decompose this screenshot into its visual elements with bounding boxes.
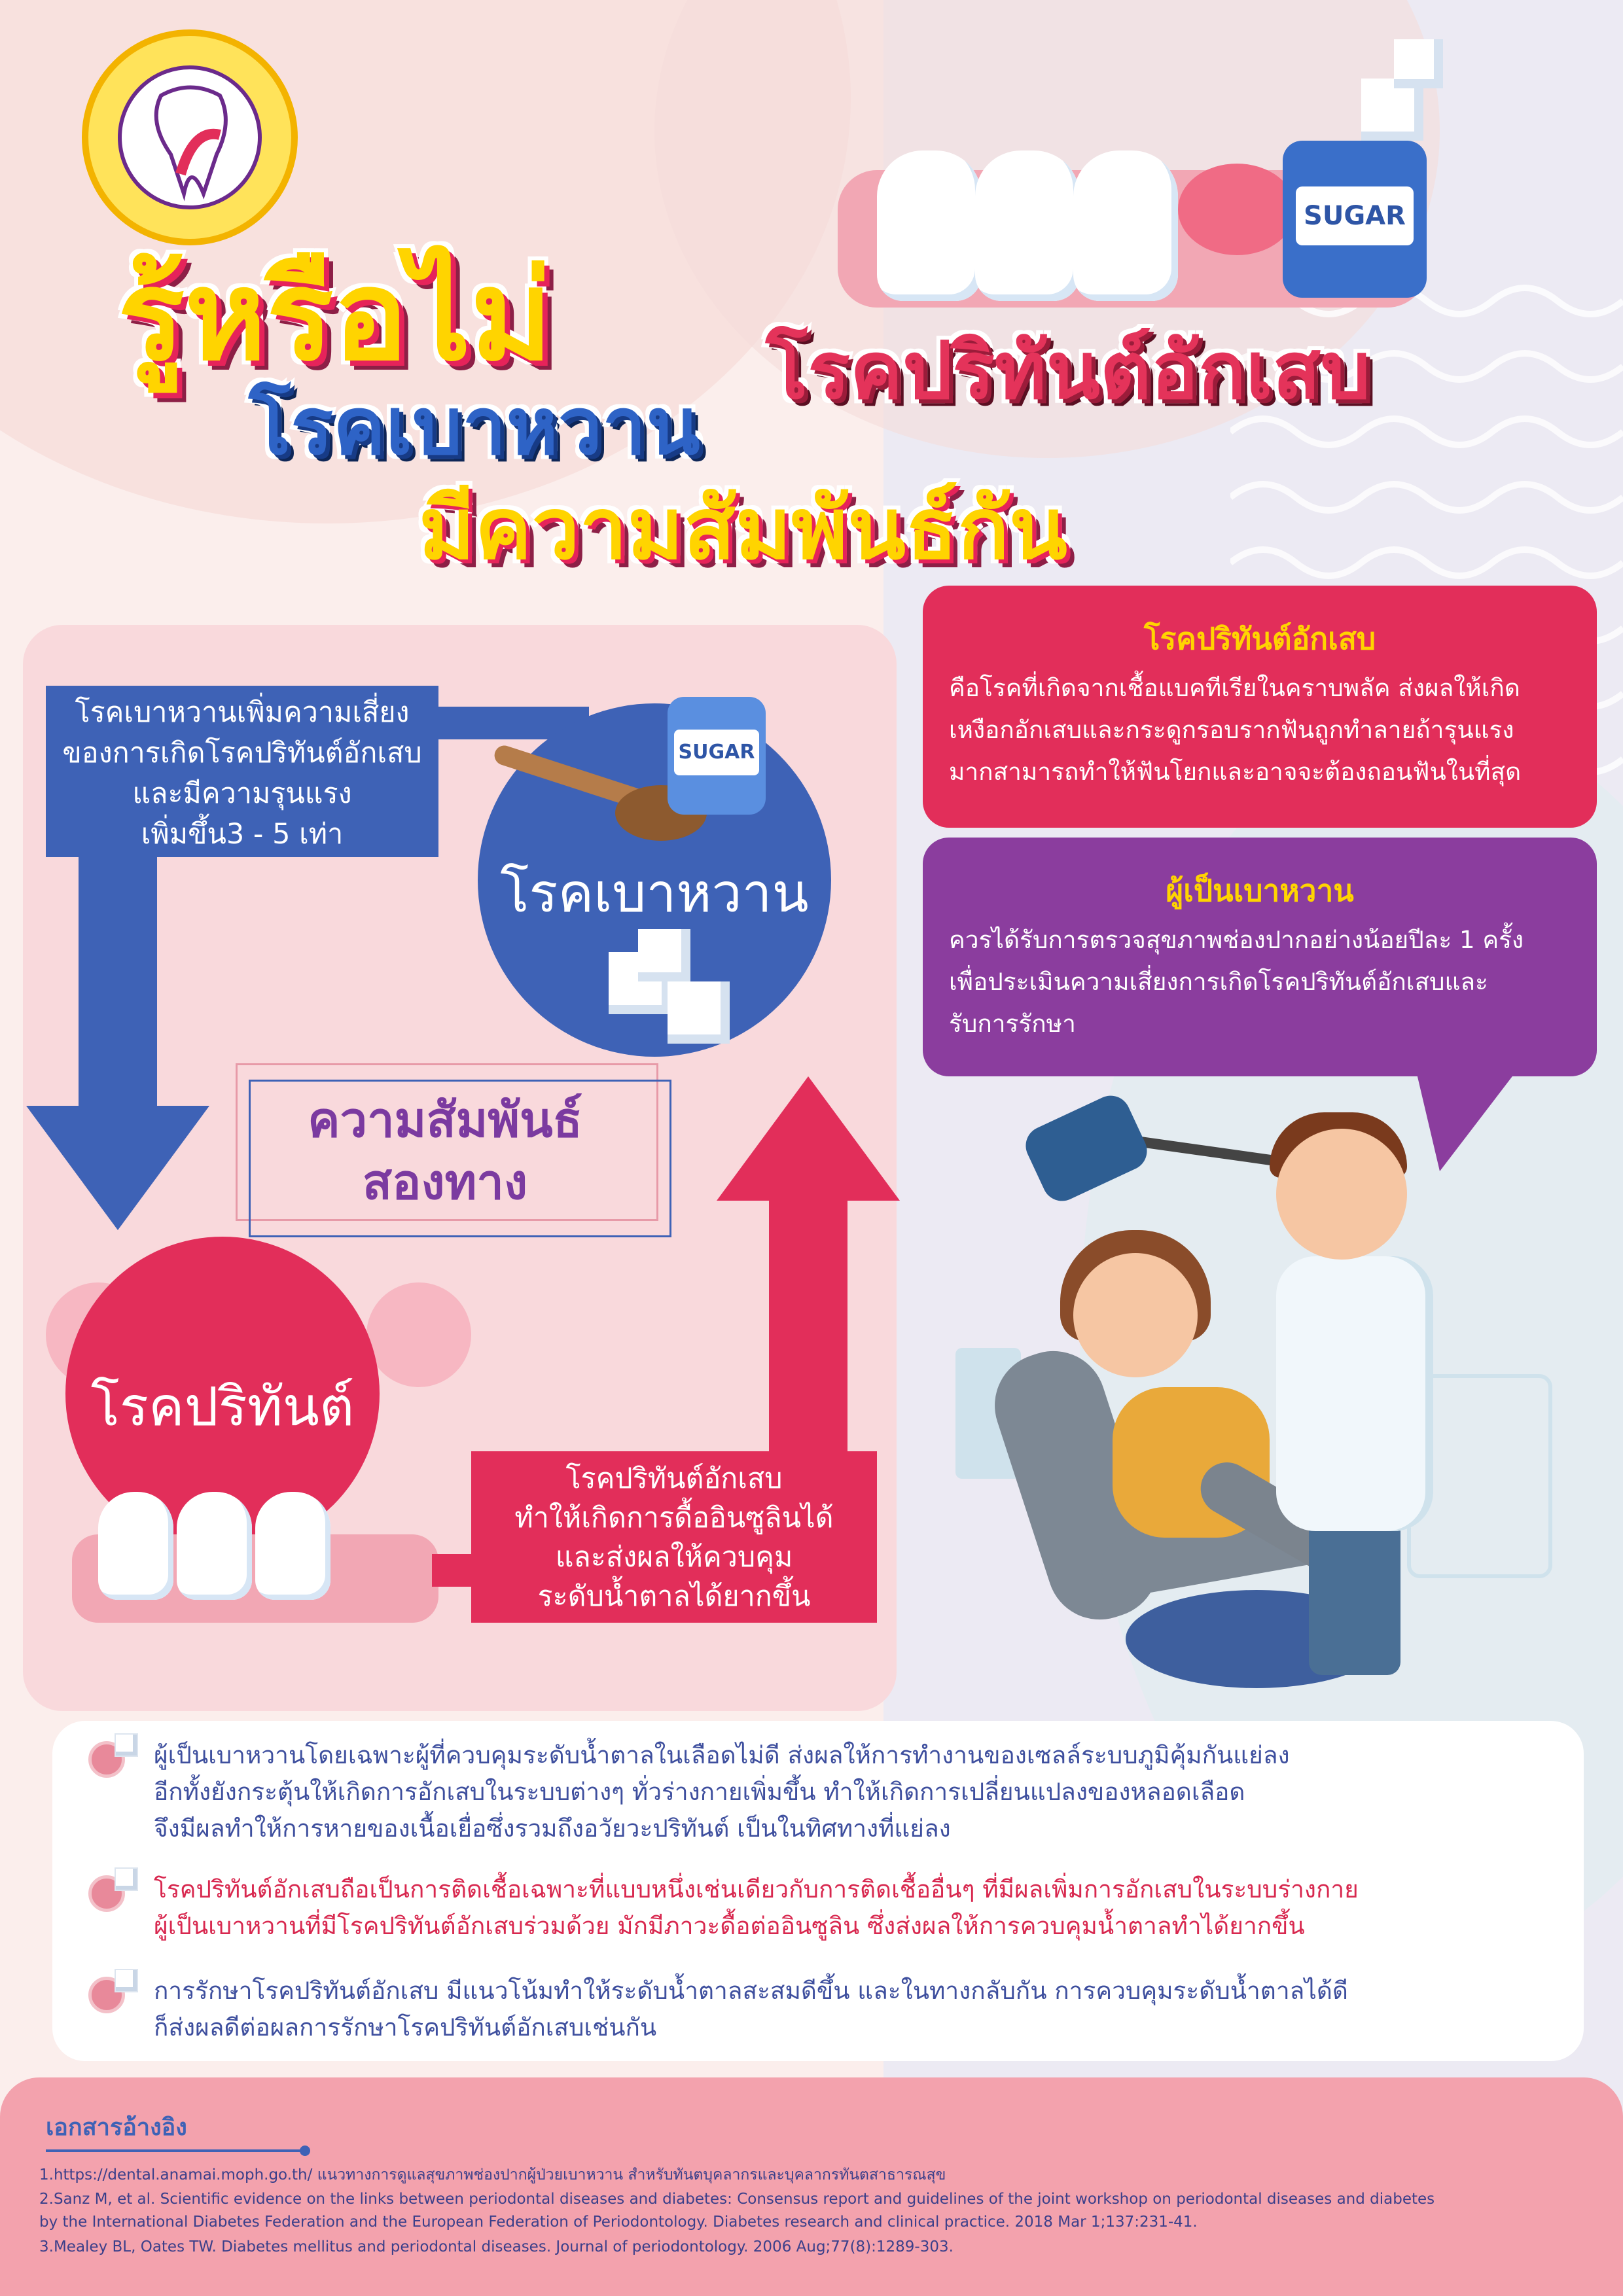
- text-line: ผู้เป็นเบาหวานที่มีโรคปริทันต์อักเสบร่วมด้วย มักมีภาวะดื้อต่ออินซูลิน ซึ่งส่งผลให้การควบคุมน้ำตาลทำได้ยากขึ้น: [154, 1912, 1305, 1940]
- fact-item: [88, 1871, 1541, 1950]
- text-line: โรคปริทันต์อักเสบ: [565, 1462, 783, 1495]
- text-line: ก็ส่งผลดีต่อผลการรักษาโรคปริทันต์อักเสบเช่นกัน: [154, 2013, 657, 2041]
- text-line: และมีความรุนแรง: [132, 777, 352, 810]
- sugar-cube-icon: [115, 1969, 138, 1992]
- dentist-head: [1276, 1129, 1407, 1260]
- tooth-icon: [177, 1492, 252, 1600]
- text-line: เหงือกอักเสบและกระดูกรอบรากฟันถูกทำลายถ้ารุนแรง: [949, 716, 1514, 744]
- tooth-icon: [118, 65, 262, 209]
- sugar-jar-icon: [668, 697, 766, 815]
- periodontitis-card: [923, 586, 1597, 828]
- reference-item: 3.Mealey BL, Oates TW. Diabetes mellitus and periodontal diseases. Journal of periodontology. 2006 Aug;77(8):1289-303.: [39, 2238, 954, 2255]
- inflamed-gum: [1178, 164, 1296, 255]
- text-line: ความสัมพันธ์: [308, 1092, 582, 1148]
- text-line: การรักษาโรคปริทันต์อักเสบ มีแนวโน้มทำให้ระดับน้ำตาลสะสมดีขึ้น และในทางกลับกัน การควบคุมระดับน้ำตาลได้ดี: [154, 1977, 1348, 2005]
- text-line: เพื่อประเมินความเสี่ยงการเกิดโรคปริทันต์อักเสบและ: [949, 968, 1488, 996]
- up-arrow-head: [717, 1076, 900, 1201]
- fact-text: [154, 1737, 1541, 1847]
- card-title: โรคปริทันต์อักเสบ: [1143, 621, 1376, 656]
- tooth-icon: [1073, 150, 1178, 301]
- text-line: โรคปริทันต์อักเสบถือเป็นการติดเชื้อเฉพาะที่แบบหนึ่งเช่นเดียวกับการติดเชื้ออื่นๆ ที่มีผลเพิ่มการอักเสบในระบบร่างกาย: [154, 1875, 1359, 1903]
- sugar-cube-icon: [668, 981, 730, 1044]
- reference-item: 1.https://dental.anamai.moph.go.th/ แนวทางการดูแลสุขภาพช่องปากผู้ป่วยเบาหวาน สำหรับทันตบุคลากรและบุคลากรทันตสาธารณสุข: [39, 2166, 946, 2183]
- tooth-icon: [975, 150, 1080, 301]
- fact-item: [88, 1973, 1541, 2051]
- patient-head: [1073, 1253, 1198, 1377]
- dentist-legs: [1309, 1518, 1400, 1675]
- divider-dot: [300, 2146, 310, 2156]
- fact-item: [88, 1737, 1541, 1848]
- diabetic-card: [923, 838, 1597, 1076]
- association-logo: [82, 29, 298, 245]
- title-diabetes: โรคเบาหวาน: [249, 381, 700, 472]
- references-title: เอกสารอ้างอิง: [46, 2114, 187, 2141]
- speech-bubble-tail: [1414, 1060, 1525, 1171]
- text-line: โรคเบาหวานเพิ่มความเสี่ยง: [75, 696, 410, 729]
- fact-text: [154, 1973, 1541, 2046]
- sugar-label: SUGAR: [674, 730, 759, 775]
- text-line: รับการรักษา: [949, 1010, 1076, 1038]
- reference-item: by the International Diabetes Federation and the European Federation of Periodontology. Diabetes research and clinical practice. 2018 Mar 1;137:231-41.: [39, 2214, 1198, 2231]
- text-line: ผู้เป็นเบาหวานโดยเฉพาะผู้ที่ควบคุมระดับน้ำตาลในเลือดไม่ดี ส่งผลให้การทำงานของเซลล์ระบบภูมิคุ้มกันแย่ลง: [154, 1741, 1290, 1769]
- two-way-relation-label: [236, 1089, 654, 1214]
- title-did-you-know: รู้หรือไม่: [118, 243, 553, 388]
- title-periodontitis: โรคปริทันต์อักเสบ: [766, 326, 1371, 417]
- diabetes-effect-box: [46, 686, 438, 857]
- dentist-coat: [1276, 1256, 1433, 1531]
- divider: [46, 2149, 304, 2152]
- text-line: ควรได้รับการตรวจสุขภาพช่องปากอย่างน้อยปีละ 1 ครั้ง: [949, 926, 1524, 954]
- sugar-cube-icon: [638, 929, 690, 981]
- card-body: [949, 919, 1577, 1045]
- inflamed-gum: [366, 1282, 471, 1387]
- tooth-icon: [255, 1492, 330, 1600]
- sugar-cube-icon: [115, 1733, 138, 1757]
- tooth-icon: [877, 150, 982, 301]
- periodontitis-effect-box: [471, 1451, 877, 1623]
- facts-panel: [52, 1721, 1584, 2061]
- text-line: และส่งผลให้ควบคุม: [555, 1541, 793, 1574]
- text-line: มากสามารถทำให้ฟันโยกและอาจจะต้องถอนฟันในที่สุด: [949, 758, 1522, 786]
- sugar-cube-icon: [1394, 39, 1443, 88]
- sugar-jar-icon: [1283, 141, 1427, 298]
- sugar-cube-icon: [115, 1867, 138, 1891]
- text-line: ทำให้เกิดการดื้ออินซูลินได้: [514, 1502, 834, 1534]
- text-line: อีกทั้งยังกระตุ้นให้เกิดการอักเสบในระบบต่างๆ ทั่วร่างกายเพิ่มขึ้น ทำให้เกิดการเปลี่ยนแปลงของหลอดเลือด: [154, 1778, 1245, 1806]
- diabetes-label: โรคเบาหวาน: [500, 862, 809, 925]
- references-panel: [0, 2077, 1623, 2296]
- periodontal-label: โรคปริทันต์: [90, 1376, 355, 1438]
- sugar-label: SUGAR: [1296, 186, 1414, 245]
- text-line: จึงมีผลทำให้การหายของเนื้อเยื่อซึ่งรวมถึงอวัยวะปริทันต์ เป็นในทิศทางที่แย่ลง: [154, 1814, 951, 1843]
- text-line: คือโรคที่เกิดจากเชื้อแบคทีเรียในคราบพลัค ส่งผลให้เกิด: [949, 674, 1520, 702]
- fact-text: [154, 1871, 1541, 1945]
- reference-item: 2.Sanz M, et al. Scientific evidence on the links between periodontal diseases and diabetes: Consensus report and guidelines of the joint workshop on periodontal diseases and diabetes: [39, 2191, 1435, 2208]
- title-are-related: มีความสัมพันธ์กัน: [419, 479, 1067, 578]
- text-line: เพิ่มขึ้น3 - 5 เท่า: [141, 818, 344, 851]
- down-arrow-head: [26, 1106, 209, 1230]
- card-title: ผู้เป็นเบาหวาน: [1166, 873, 1354, 908]
- text-line: สองทาง: [362, 1154, 528, 1210]
- text-line: ของการเกิดโรคปริทันต์อักเสบ: [62, 737, 422, 769]
- card-body: [949, 667, 1577, 793]
- tooth-icon: [98, 1492, 173, 1600]
- text-line: ระดับน้ำตาลได้ยากขึ้น: [537, 1580, 811, 1613]
